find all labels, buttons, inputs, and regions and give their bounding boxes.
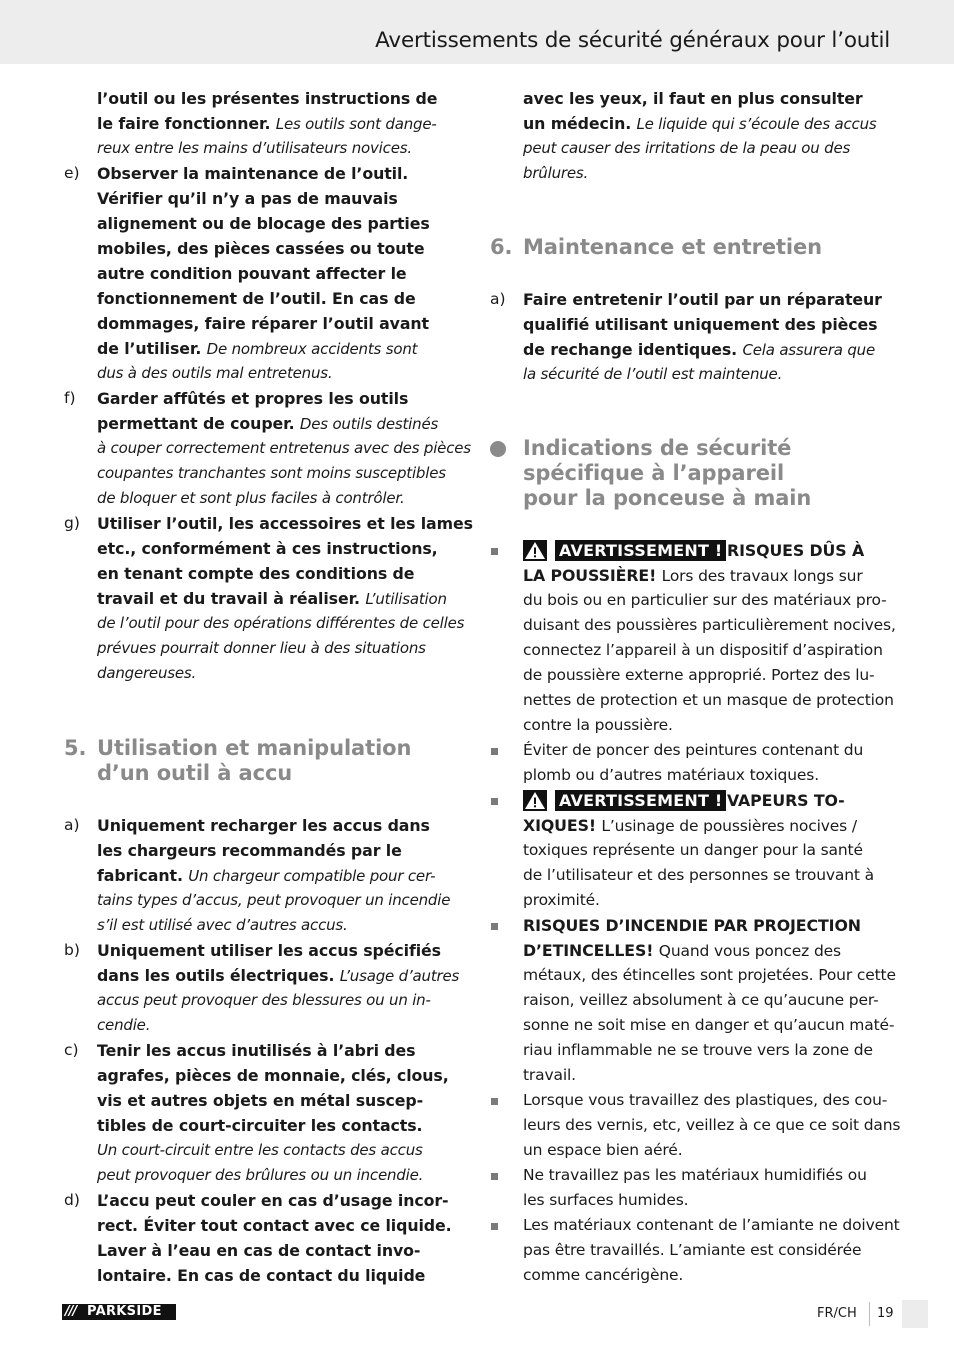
- page-header: [0, 0, 954, 64]
- text-line: [97, 636, 426, 661]
- bold-text: Uniquement recharger les accus dans: [97, 816, 430, 835]
- page-number: 19: [877, 1306, 894, 1321]
- text-line: [523, 938, 841, 964]
- body-text: Ne travaillez pas les matériaux humidifiés ou: [523, 1166, 867, 1184]
- italic-text: de bloquer et sont plus faciles à contrôler.: [97, 489, 405, 507]
- text-line: [97, 1113, 422, 1139]
- bold-text: Tenir les accus inutilisés à l’abri des: [97, 1041, 416, 1060]
- body-text: plomb ou d’autres matériaux toxiques.: [523, 766, 819, 784]
- italic-text: Des outils destinés: [299, 415, 439, 433]
- body-text: sonne ne soit mise en danger et qu’aucun maté-: [523, 1016, 895, 1034]
- bold-text: Uniquement utiliser les accus spécifiés: [97, 941, 441, 960]
- text-line: [97, 611, 464, 636]
- text-line: [97, 536, 438, 562]
- text-line: [523, 1213, 900, 1238]
- text-line: [523, 287, 882, 313]
- text-line: [97, 286, 416, 312]
- text-line: [97, 86, 437, 112]
- text-line: [523, 312, 877, 338]
- bold-text: Garder affûtés et propres les outils: [97, 389, 409, 408]
- text-line: [97, 361, 332, 386]
- text-line: [97, 938, 441, 964]
- body-text: contre la poussière.: [523, 716, 673, 734]
- bold-text: autre condition pouvant affecter le: [97, 264, 407, 283]
- list-bullet: [491, 1098, 498, 1105]
- text-line: [523, 1088, 887, 1113]
- text-line: [97, 411, 438, 437]
- italic-text: dus à des outils mal entretenus.: [97, 364, 333, 382]
- item-label: c): [64, 1041, 79, 1059]
- italic-text: peut causer des irritations de la peau ou des: [523, 139, 851, 157]
- text-line: [523, 888, 600, 913]
- text-line: [97, 1088, 423, 1114]
- logo-brand: PARKSIDE: [87, 1304, 162, 1319]
- text-line: [523, 362, 782, 387]
- text-line: [97, 1188, 449, 1214]
- section-bullet-dot: [490, 441, 506, 457]
- bold-text: les chargeurs recommandés par le: [97, 841, 402, 860]
- body-text: travail.: [523, 1066, 576, 1084]
- bold-text: vis et autres objets en métal suscep-: [97, 1091, 424, 1110]
- text-line: [97, 561, 414, 587]
- text-line: [523, 1063, 576, 1088]
- section-heading: pour la ponceuse à main: [523, 486, 812, 510]
- text-line: [97, 1263, 425, 1289]
- bold-text: alignement ou de blocage des parties: [97, 214, 430, 233]
- bold-text: fabricant.: [97, 866, 189, 885]
- bold-text: l’outil ou les présentes instructions de: [97, 89, 438, 108]
- text-line: [97, 963, 459, 989]
- warning-label: AVERTISSEMENT !: [555, 790, 726, 811]
- text-line: [97, 386, 408, 412]
- bold-text: travail et du travail à réaliser.: [97, 589, 366, 608]
- section-heading: d’un outil à accu: [97, 761, 293, 785]
- text-line: [523, 713, 673, 738]
- body-text: métaux, des étincelles sont projetées. Pour cette: [523, 966, 896, 984]
- list-bullet: [491, 748, 498, 755]
- list-bullet: [491, 1173, 498, 1180]
- section-heading: spécifique à l’appareil: [523, 461, 785, 485]
- text-line: [97, 186, 398, 212]
- italic-text: coupantes tranchantes sont moins susceptibles: [97, 464, 446, 482]
- text-line: [523, 1263, 683, 1288]
- text-line: [523, 688, 894, 713]
- text-line: [523, 838, 863, 863]
- text-line: [97, 1163, 423, 1188]
- item-label: e): [64, 164, 80, 182]
- footer-language: FR/CH: [817, 1306, 857, 1321]
- text-line: [97, 888, 450, 913]
- item-label: d): [64, 1191, 80, 1209]
- bold-text: Utiliser l’outil, les accessoires et les lames: [97, 514, 473, 533]
- text-line: [97, 261, 407, 287]
- italic-text: tains types d’accus, peut provoquer un incendie: [97, 891, 451, 909]
- text-line: [97, 486, 405, 511]
- text-line: [523, 638, 883, 663]
- italic-text: brûlures.: [523, 164, 589, 182]
- text-line: [97, 661, 196, 686]
- text-line: [97, 461, 446, 486]
- section-heading: Utilisation et manipulation: [97, 736, 412, 760]
- text-line: [97, 511, 473, 537]
- bold-text: le faire fonctionner.: [97, 114, 276, 133]
- text-line: [523, 111, 877, 137]
- text-line: [97, 211, 430, 237]
- text-line: [523, 136, 850, 161]
- text-line: [523, 663, 875, 688]
- bold-text: dommages, faire réparer l’outil avant: [97, 314, 429, 333]
- italic-text: L’usage d’autres: [339, 967, 460, 985]
- body-text: les surfaces humides.: [523, 1191, 689, 1209]
- section-heading: Indications de sécurité: [523, 436, 792, 460]
- text-line: [97, 1138, 423, 1163]
- bold-text: XIQUES!: [523, 816, 602, 835]
- warning-triangle-icon: [523, 540, 547, 561]
- text-line: [523, 86, 863, 112]
- italic-text: prévues pourrait donner lieu à des situations: [97, 639, 426, 657]
- italic-text: dangereuses.: [97, 664, 197, 682]
- body-text: Lorsque vous travaillez des plastiques, des cou-: [523, 1091, 888, 1109]
- text-line: [523, 913, 861, 939]
- item-label: g): [64, 514, 80, 532]
- section-number: 5.: [64, 736, 87, 760]
- italic-text: Un court-circuit entre les contacts des accus: [97, 1141, 423, 1159]
- italic-text: de l’outil pour des opérations différentes de celles: [97, 614, 465, 632]
- bold-text: qualifié utilisant uniquement des pièces: [523, 315, 878, 334]
- item-label: f): [64, 389, 76, 407]
- bold-text: LA POUSSIÈRE!: [523, 566, 662, 585]
- body-text: leurs des vernis, etc, veillez à ce que ce soit dans: [523, 1116, 901, 1134]
- text-line: [523, 1163, 867, 1188]
- bold-text: lontaire. En cas de contact du liquide: [97, 1266, 426, 1285]
- text-line: [97, 913, 348, 938]
- page-title: Avertissements de sécurité généraux pour l’outil: [375, 28, 890, 53]
- item-label: a): [64, 816, 80, 834]
- text-line: [523, 988, 879, 1013]
- body-text: un espace bien aéré.: [523, 1141, 683, 1159]
- body-text: proximité.: [523, 891, 600, 909]
- italic-text: Cela assurera que: [742, 341, 876, 359]
- bold-text: en tenant compte des conditions de: [97, 564, 415, 583]
- section-heading: Maintenance et entretien: [523, 235, 823, 259]
- italic-text: Un chargeur compatible pour cer-: [188, 867, 436, 885]
- italic-text: reux entre les mains d’utilisateurs novices.: [97, 139, 412, 157]
- bold-text: Vérifier qu’il n’y a pas de mauvais: [97, 189, 398, 208]
- italic-text: s’il est utilisé avec d’autres accus.: [97, 916, 348, 934]
- warning-title: [727, 788, 845, 814]
- bold-text: de rechange identiques.: [523, 340, 743, 359]
- italic-text: De nombreux accidents sont: [206, 340, 418, 358]
- text-line: [523, 563, 863, 589]
- item-label: a): [490, 290, 506, 308]
- body-text: du bois ou en particulier sur des matériaux pro-: [523, 591, 887, 609]
- section-number: 6.: [490, 235, 513, 259]
- italic-text: Les outils sont dange-: [275, 115, 437, 133]
- text-line: [97, 161, 408, 187]
- text-line: [523, 588, 887, 613]
- text-line: [97, 236, 424, 262]
- list-bullet: [491, 548, 498, 555]
- text-line: [523, 813, 857, 839]
- logo-slashes: ///: [65, 1304, 77, 1319]
- bold-text: permettant de couper.: [97, 414, 300, 433]
- text-line: [97, 1238, 420, 1264]
- bold-text: tibles de court-circuiter les contacts.: [97, 1116, 423, 1135]
- text-line: [523, 337, 875, 363]
- italic-text: L’utilisation: [365, 590, 447, 608]
- bold-text: mobiles, des pièces cassées ou toute: [97, 239, 425, 258]
- text-line: [97, 111, 437, 137]
- text-line: [97, 311, 429, 337]
- bold-text: RISQUES DÛS À: [727, 541, 865, 560]
- body-text: connectez l’appareil à un dispositif d’aspiration: [523, 641, 883, 659]
- text-line: [523, 1013, 894, 1038]
- page-tab: [902, 1300, 928, 1328]
- body-text: Quand vous poncez des: [658, 942, 841, 960]
- text-line: [97, 1213, 452, 1239]
- body-text: Les matériaux contenant de l’amiante ne doivent: [523, 1216, 900, 1234]
- warning-triangle-icon: [523, 790, 547, 811]
- bold-text: L’accu peut couler en cas d’usage incor-: [97, 1191, 449, 1210]
- text-line: [523, 1113, 900, 1138]
- bold-text: fonctionnement de l’outil. En cas de: [97, 289, 416, 308]
- text-line: [97, 136, 412, 161]
- bold-text: de l’utiliser.: [97, 339, 207, 358]
- bold-text: Laver à l’eau en cas de contact invo-: [97, 1241, 421, 1260]
- body-text: L’usinage de poussières nocives /: [601, 817, 857, 835]
- body-text: Éviter de poncer des peintures contenant du: [523, 741, 864, 759]
- italic-text: cendie.: [97, 1016, 151, 1034]
- item-label: b): [64, 941, 80, 959]
- text-line: [97, 988, 431, 1013]
- body-text: riau inflammable ne se trouve vers la zone de: [523, 1041, 873, 1059]
- text-line: [523, 1188, 688, 1213]
- list-bullet: [491, 923, 498, 930]
- body-text: duisant des poussières particulièrement nocives,: [523, 616, 896, 634]
- italic-text: Le liquide qui s’écoule des accus: [636, 115, 877, 133]
- text-line: [523, 863, 874, 888]
- italic-text: la sécurité de l’outil est maintenue.: [523, 365, 783, 383]
- bold-text: Faire entretenir l’outil par un réparateur: [523, 290, 882, 309]
- text-line: [97, 436, 471, 461]
- text-line: [97, 1063, 449, 1089]
- text-line: [523, 1138, 682, 1163]
- italic-text: à couper correctement entretenus avec des pièces: [97, 439, 471, 457]
- text-line: [523, 738, 863, 763]
- text-line: [97, 813, 430, 839]
- bold-text: dans les outils électriques.: [97, 966, 340, 985]
- bold-text: agrafes, pièces de monnaie, clés, clous,: [97, 1066, 449, 1085]
- body-text: de l’utilisateur et des personnes se trouvant à: [523, 866, 874, 884]
- list-bullet: [491, 1223, 498, 1230]
- text-line: [523, 763, 819, 788]
- text-line: [97, 1038, 415, 1064]
- text-line: [97, 336, 417, 362]
- warning-label: AVERTISSEMENT !: [555, 540, 726, 561]
- text-line: [97, 838, 402, 864]
- bold-text: rect. Éviter tout contact avec ce liquide.: [97, 1216, 452, 1235]
- footer-divider: [869, 1302, 870, 1326]
- warning-title: [727, 538, 864, 564]
- body-text: pas être travaillés. L’amiante est considérée: [523, 1241, 862, 1259]
- text-line: [523, 963, 896, 988]
- bold-text: D’ETINCELLES!: [523, 941, 659, 960]
- text-line: [523, 613, 896, 638]
- parkside-logo: [62, 1304, 176, 1320]
- bold-text: etc., conformément à ces instructions,: [97, 539, 438, 558]
- text-line: [97, 1013, 150, 1038]
- body-text: toxiques représente un danger pour la santé: [523, 841, 863, 859]
- body-text: raison, veillez absolument à ce qu’aucune per-: [523, 991, 879, 1009]
- body-text: Lors des travaux longs sur: [661, 567, 863, 585]
- body-text: nettes de protection et un masque de protection: [523, 691, 894, 709]
- text-line: [523, 161, 588, 186]
- bold-text: RISQUES D’INCENDIE PAR PROJECTION: [523, 916, 861, 935]
- bold-text: avec les yeux, il faut en plus consulter: [523, 89, 863, 108]
- body-text: de poussière externe approprié. Portez des lu-: [523, 666, 875, 684]
- bold-text: VAPEURS TO-: [727, 791, 845, 810]
- body-text: comme cancérigène.: [523, 1266, 684, 1284]
- italic-text: peut provoquer des brûlures ou un incendie.: [97, 1166, 424, 1184]
- text-line: [97, 863, 435, 889]
- bold-text: un médecin.: [523, 114, 637, 133]
- text-line: [523, 1238, 861, 1263]
- bold-text: Observer la maintenance de l’outil.: [97, 164, 409, 183]
- italic-text: accus peut provoquer des blessures ou un in-: [97, 991, 431, 1009]
- text-line: [523, 1038, 873, 1063]
- text-line: [97, 586, 447, 612]
- list-bullet: [491, 798, 498, 805]
